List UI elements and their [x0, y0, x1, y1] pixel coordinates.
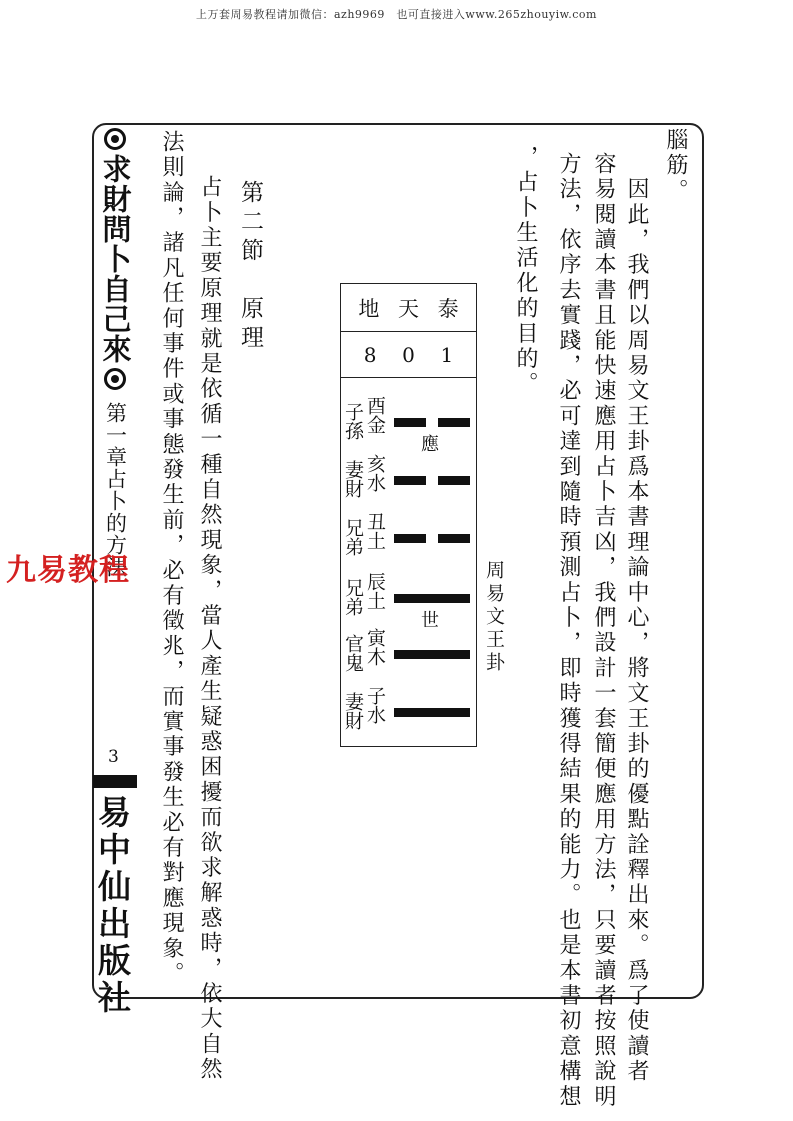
hexagram-name-char: 地	[358, 296, 380, 321]
section-heading: 第二節 原理	[237, 180, 263, 354]
hexagram-line-row	[341, 512, 476, 568]
shi-marker: 世	[421, 610, 439, 631]
header-note: 上万套周易教程请加微信：azh9969 也可直接进入www.265zhouyiw.com	[195, 8, 597, 21]
yang-line	[394, 708, 470, 717]
text-column-4: 方法，依序去實踐，必可達到隨時預測占卜，即時獲得結果的能力。也是本書初意構想	[556, 152, 581, 1110]
circle-dot-icon	[104, 368, 126, 390]
sidebar-divider-bar	[93, 775, 137, 788]
line-relation: 妻財	[342, 692, 364, 730]
hexagram-number-digit: 1	[440, 342, 454, 367]
line-relation: 兄弟	[342, 578, 364, 616]
text-column-3: 容易閱讀本書且能快速應用占卜吉凶，我們設計一套簡便應用方法，只要讀者按照說明	[591, 152, 616, 1110]
sidebar	[93, 124, 137, 578]
line-branch: 亥水	[364, 454, 386, 492]
text-column-5: ，占卜生活化的目的。	[513, 145, 538, 397]
hexagram-name-char: 泰	[437, 296, 459, 321]
line-branch: 辰土	[364, 572, 386, 610]
circle-dot-icon	[104, 128, 126, 150]
line-branch: 酉金	[364, 396, 386, 434]
ying-marker: 應	[421, 434, 439, 455]
text-column-1: 腦筋。	[663, 128, 688, 204]
line-branch: 子水	[364, 686, 386, 724]
chapter-title: 第一章占卜的方法	[103, 402, 128, 578]
yin-line-segment	[394, 534, 426, 543]
yin-line-segment	[438, 476, 470, 485]
hexagram-line-row	[341, 572, 476, 631]
hexagram-name-row	[341, 284, 476, 332]
section-paragraph-column-2: 法則論，諸凡任何事件或事態發生前，必有徵兆，而實事發生必有對應現象。	[159, 130, 184, 987]
line-branch: 寅木	[364, 628, 386, 666]
watermark: 九易教程	[6, 553, 130, 588]
line-relation: 妻財	[342, 460, 364, 498]
hexagram-caption: 周易文王卦	[483, 560, 505, 675]
hexagram-line-row	[341, 396, 476, 455]
line-branch: 丑土	[364, 512, 386, 550]
publisher-name: 易中仙出版社	[93, 795, 132, 1017]
hexagram-number-row	[341, 332, 476, 378]
yang-line	[394, 650, 470, 659]
hexagram-line-row	[341, 628, 476, 684]
hexagram-name-char: 天	[397, 296, 419, 321]
hexagram-table	[340, 283, 477, 747]
page-number: 3	[108, 747, 119, 767]
yang-line	[394, 594, 470, 603]
line-relation: 兄弟	[342, 518, 364, 556]
text-column-2: 因此，我們以周易文王卦爲本書理論中心，將文王卦的優點詮釋出來。爲了使讀者	[624, 152, 649, 1085]
hexagram-number-digit: 0	[402, 342, 415, 367]
hexagram-line-row	[341, 686, 476, 742]
line-relation: 子孫	[342, 402, 364, 440]
yin-line-segment	[394, 418, 426, 427]
hexagram-line-row	[341, 454, 476, 510]
yin-line-segment	[438, 418, 470, 427]
series-title	[98, 124, 133, 394]
series-title-text: 求財問卜自己來	[98, 154, 133, 364]
yin-line-segment	[394, 476, 426, 485]
hexagram-number-digit: 8	[363, 342, 377, 367]
line-relation: 官鬼	[342, 634, 364, 672]
yin-line-segment	[438, 534, 470, 543]
section-paragraph-column-1: 占卜主要原理就是依循一種自然現象，當人產生疑惑困擾而欲求解惑時，依大自然	[197, 150, 222, 1083]
